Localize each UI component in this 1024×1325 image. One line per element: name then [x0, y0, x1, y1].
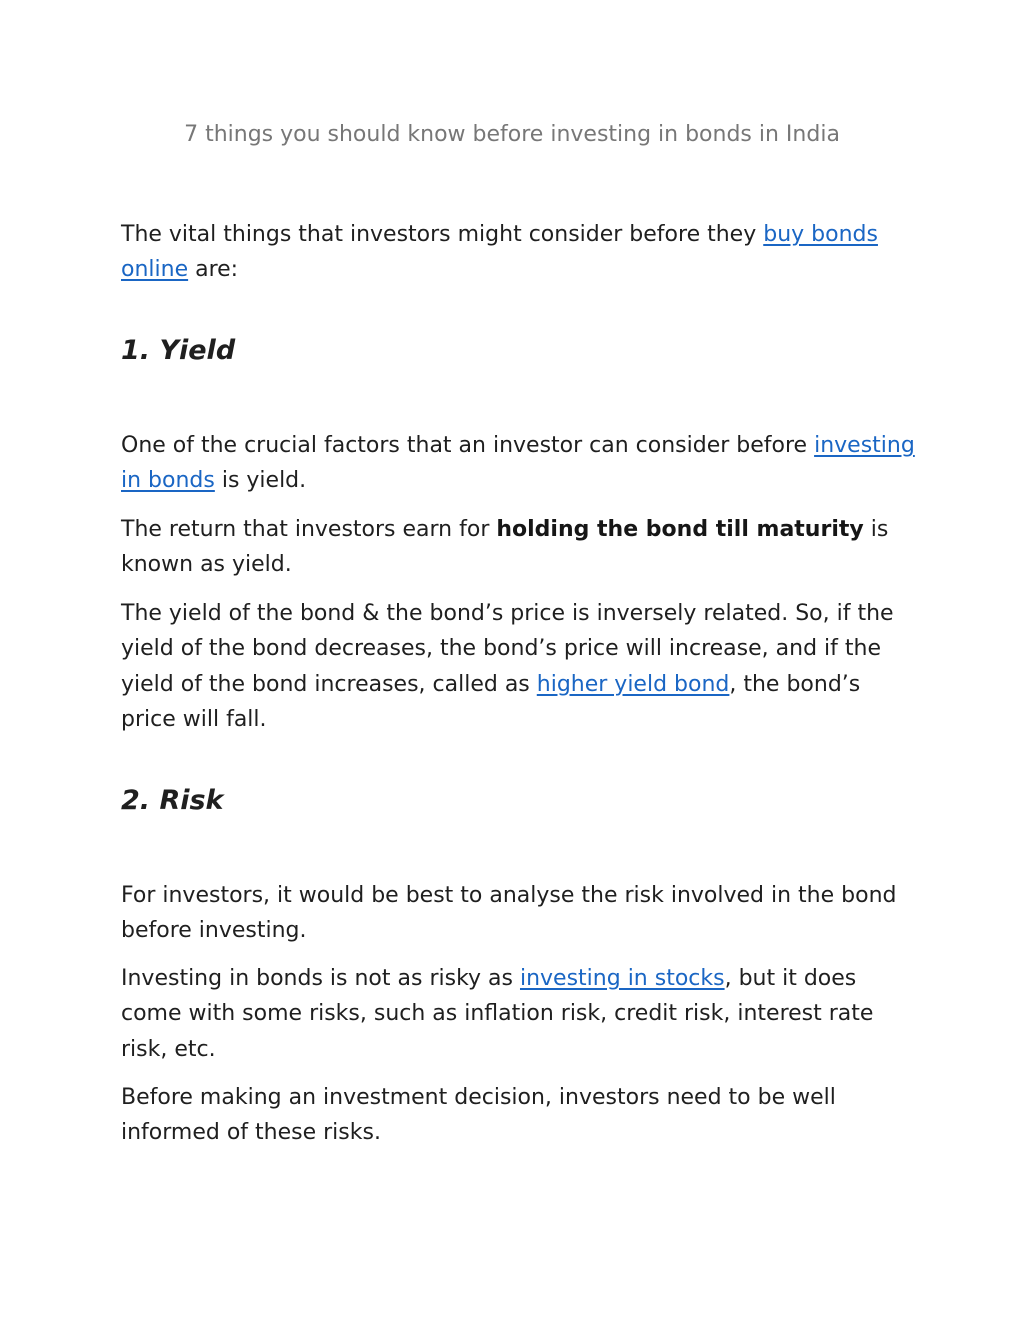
risk-p2-before: Investing in bonds is not as risky as	[121, 966, 520, 991]
yield-p3-before: The yield of the bond & the bond’s price is inversely related. So, if the yield of the bond decreases, the bond’s price will increase, and if the yield of the bond increases, called as	[121, 601, 894, 697]
risk-paragraph-2	[121, 961, 921, 1067]
section-heading-risk: 2. Risk	[121, 785, 224, 816]
intro-text-after: are:	[188, 257, 239, 283]
intro-paragraph	[121, 217, 921, 288]
yield-p3-after: , the bond’s price will fall.	[121, 671, 861, 733]
yield-paragraph-1	[121, 428, 921, 499]
yield-p2-before: The return that investors earn for	[121, 517, 497, 542]
yield-paragraph-3	[121, 596, 921, 738]
investing-in-stocks-link[interactable]: investing in stocks	[519, 966, 725, 991]
yield-p2-after: is known as yield.	[121, 517, 889, 578]
risk-p2-after: , but it does come with some risks, such as inflation risk, credit risk, interest rate risk, etc.	[121, 966, 874, 1062]
yield-p1-after: is yield.	[214, 468, 307, 494]
intro-text-before: The vital things that investors might consider before they	[121, 222, 764, 247]
section-heading-yield: 1. Yield	[121, 335, 236, 366]
risk-paragraph-1: For investors, it would be best to analyse the risk involved in the bond before investing.	[121, 883, 897, 944]
yield-p1-before: One of the crucial factors that an investor can consider before	[121, 433, 815, 458]
yield-p2-bold: holding the bond till maturity	[496, 517, 864, 542]
document-title: 7 things you should know before investing in bonds in India	[184, 122, 840, 147]
higher-yield-bond-link[interactable]: higher yield bond	[536, 671, 730, 697]
investing-in-bonds-link[interactable]: investing in bonds	[121, 433, 915, 494]
yield-paragraph-2	[121, 512, 921, 583]
risk-paragraph-3: Before making an investment decision, investors need to be well informed of these risks.	[121, 1085, 836, 1146]
buy-bonds-online-link[interactable]: buy bonds online	[121, 222, 878, 283]
